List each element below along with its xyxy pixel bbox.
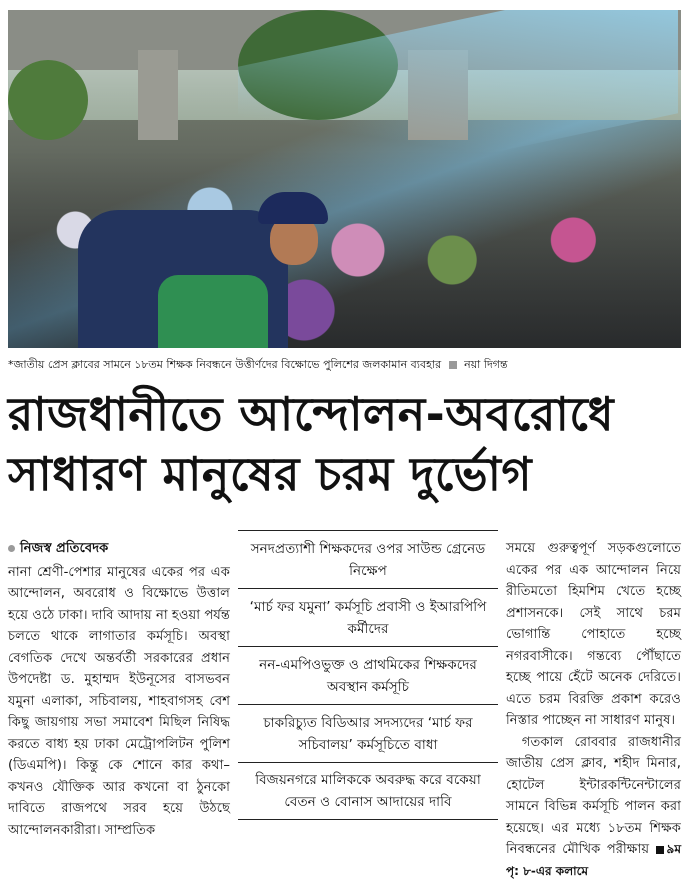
caption-credit: নয়া দিগন্ত: [464, 358, 507, 371]
jump-text: ৯ম পৃ: ৮-এর কলামে: [506, 842, 681, 878]
highlight-box-2: ‘মার্চ ফর যমুনা’ কর্মসূচি প্রবাসী ও ইআরপিপি কর্মীদের: [238, 588, 498, 646]
highlight-box-5: বিজয়নগরে মালিককে অবরুদ্ধ করে বকেয়া বেতন ও বোনাস আদায়ের দাবি: [238, 762, 498, 820]
article-column-3: [506, 538, 681, 882]
byline-text: নিজস্ব প্রতিবেদক: [20, 541, 108, 556]
highlight-box-4: চাকরিচ্যুত বিডিআর সদস্যদের ‘মার্চ ফর সচিবালয়’ কর্মসূচিতে বাধা: [238, 704, 498, 762]
news-photo: [8, 10, 681, 348]
headline-line-2: সাধারণ মানুষের চরম দুর্ভোগ: [8, 444, 681, 504]
article-paragraph: নানা শ্রেণী-পেশার মানুষের একের পর এক আন্দোলন, অবরোধ ও বিক্ষোভে উত্তাল হয়ে ওঠে ঢাকা। দাবি আদায় না হওয়া পর্যন্ত চলতে থাকে লাগাতার কর্মসূচি। অবস্থা বেগতিক দেখে অন্তর্বর্তী সরকারের প্রধান উপদেষ্টা ড. মুহাম্মদ ইউনূসের বাসভবন যমুনা এলাকা, সচিবালয়, শাহবাগসহ বেশ কিছু জায়গায় সভা সমাবেশ মিছিল নিষিদ্ধ করতে বাধ্য হয় ঢাকা মেট্রোপলিটন পুলিশ (ডিএমপি)। কিন্তু কে শোনে কার কথা– কখনও যৌক্তিক আর কখনো বা ঠুনকো দাবিতে রাজপথে সরব হয়ে উঠছে আন্দোলনকারীরা। সাম্প্রতিক: [8, 562, 230, 842]
highlight-boxes: [238, 530, 498, 820]
jump-square-icon: [656, 846, 664, 854]
byline: [8, 538, 230, 560]
photo-caption: [8, 356, 681, 374]
highlight-box-3: নন-এমপিওভুক্ত ও প্রাথমিকের শিক্ষকদের অবস্থান কর্মসূচি: [238, 646, 498, 704]
bullet-dot-icon: [8, 545, 15, 552]
caption-text: *জাতীয় প্রেস ক্লাবের সামনে ১৮তম শিক্ষক নিবন্ধনে উত্তীর্ণদের বিক্ষোভে পুলিশের জলকামান ব্যবহার: [8, 358, 441, 371]
headline: [8, 384, 681, 504]
article-paragraph: সময়ে গুরুত্বপূর্ণ সড়কগুলোতে একের পর এক আন্দোলন নিয়ে রীতিমতো হিমশিম খেতে হচ্ছে প্রশাসনকে। সেই সাথে চরম ভোগান্তি পোহাতে হচ্ছে নগরবাসীকে। গন্তব্যে পৌঁছাতে হচ্ছে পায়ে হেঁটে অনেক দেরিতে। এতে চরম বিরক্তি প্রকাশ করেও নিস্তার পাচ্ছেন না সাধারণ মানুষ।: [506, 538, 681, 732]
highlight-box-1: সনদপ্রত্যাশী শিক্ষকদের ওপর সাউন্ড গ্রেনেড নিক্ষেপ: [238, 530, 498, 588]
headline-line-1: রাজধানীতে আন্দোলন-অবরোধে: [8, 384, 681, 444]
article-paragraph-text: গতকাল রোববার রাজধানীর জাতীয় প্রেস ক্লাব, শহীদ মিনার, হোটেল ইন্টারকন্টিনেন্টালের সামনে বিভিন্ন কর্মসূচি পালন করা হয়েছে। এর মধ্যে ১৮তম শিক্ষক নিবন্ধনের মৌখিক পরীক্ষায়: [506, 735, 681, 858]
article-column-1: [8, 538, 230, 841]
separator-square-icon: [449, 361, 457, 369]
article-paragraph: [506, 732, 681, 882]
